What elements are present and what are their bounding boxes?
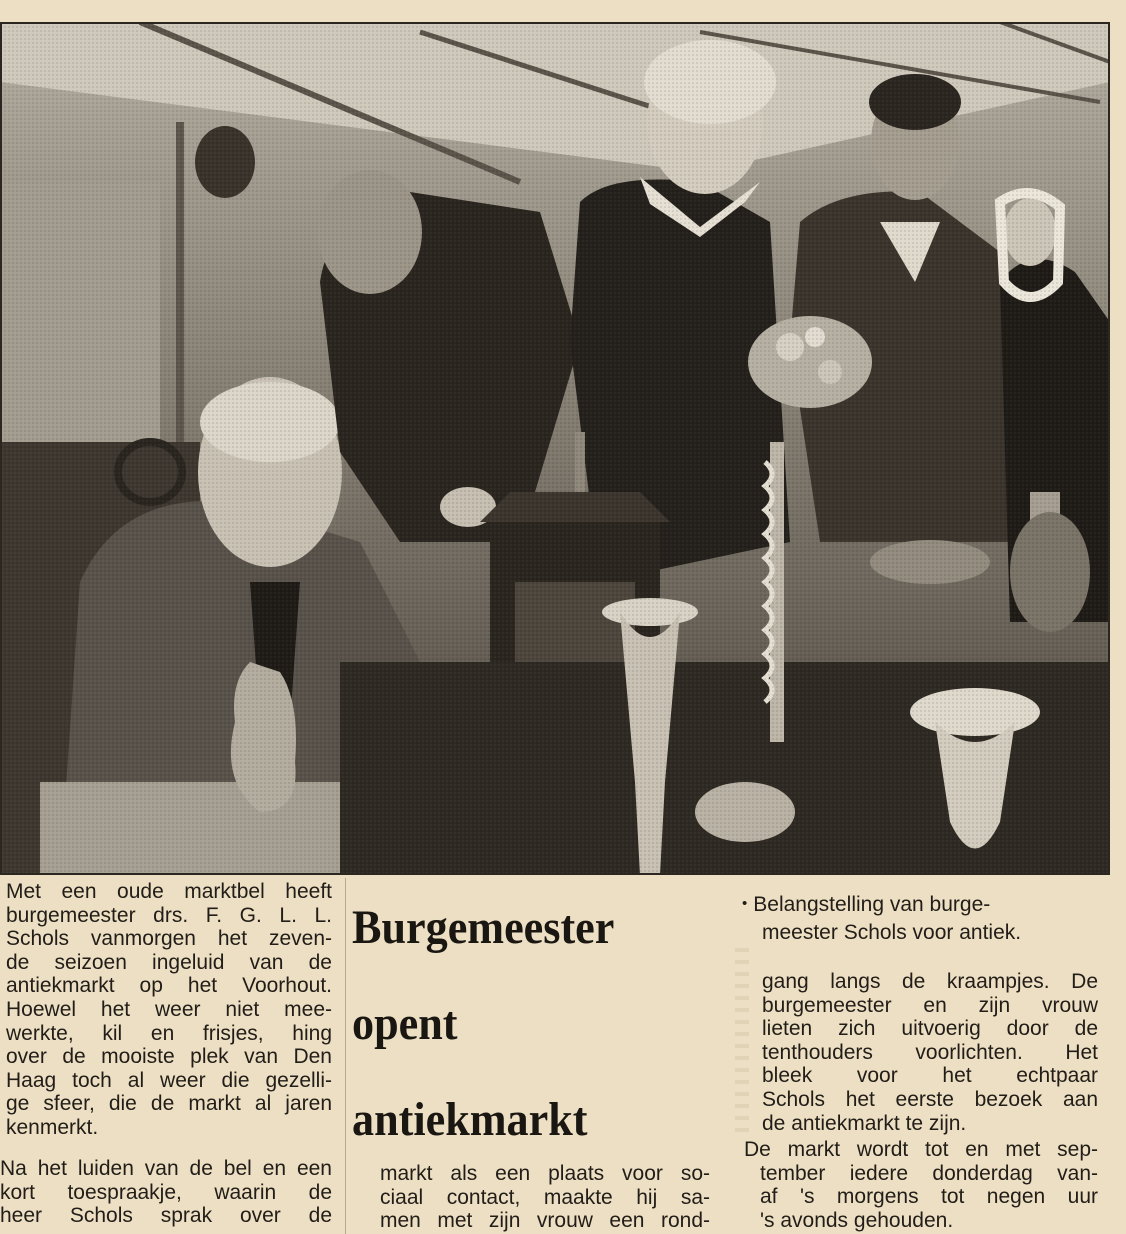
article-line: ciaal contact, maakte hij sa- — [380, 1185, 710, 1209]
article-middle-column — [380, 1162, 710, 1233]
article-line: De markt wordt tot en met sep- — [744, 1138, 1098, 1161]
headline-line: Burgemeester — [352, 901, 615, 954]
article-line: 's avonds gehouden. — [760, 1208, 954, 1232]
article-line: werkte, kil en frisjes, hing — [6, 1021, 332, 1045]
article-line: burgemeester en zijn vrouw — [762, 993, 1098, 1017]
article-line: antiekmarkt op het Voorhout. — [6, 974, 332, 998]
article-line: markt als een plaats voor so- — [380, 1162, 710, 1185]
article-line: de antiekmarkt te zijn. — [762, 1111, 967, 1135]
article-line: Schols vanmorgen het zeven- — [6, 927, 332, 951]
article-line: tember iedere donderdag van- — [760, 1161, 1098, 1185]
caption-line: meester Schols voor antiek. — [762, 921, 1022, 944]
headline-line: antiekmarkt — [352, 1093, 588, 1146]
article-line: heer Schols sprak over de — [0, 1204, 332, 1228]
bullet-icon: • — [742, 895, 748, 912]
article-line: ge sfeer, die de markt al jaren — [6, 1092, 332, 1116]
article-line: burgemeester drs. F. G. L. L. — [6, 903, 332, 927]
article-line: Na het luiden van de bel en een — [0, 1157, 332, 1180]
caption-line — [742, 890, 1098, 919]
photo-caption — [742, 890, 1098, 947]
caption-text: Belangstelling van burge- — [753, 893, 991, 916]
article-line: men met zijn vrouw een rond- — [380, 1209, 710, 1233]
article-left-column-continued — [0, 1157, 332, 1228]
article-line: Haag toch al weer die gezelli- — [6, 1068, 332, 1092]
article-line: gang langs de kraampjes. De — [762, 970, 1098, 993]
article-left-column — [6, 880, 332, 1140]
headline — [352, 880, 724, 1168]
article-line: de seizoen ingeluid van de — [6, 950, 332, 974]
article-line: over de mooiste plek van Den — [6, 1045, 332, 1069]
article-right-column-continued — [744, 1138, 1098, 1232]
news-photo — [0, 22, 1110, 875]
article-line: af 's morgens tot negen uur — [760, 1185, 1098, 1209]
photo-illustration — [0, 22, 1110, 875]
article-right-column — [762, 970, 1098, 1135]
article-line: kort toespraakje, waarin de — [0, 1180, 332, 1204]
column-rule — [345, 878, 346, 1234]
article-line: lieten zich uitvoerig door de — [762, 1017, 1098, 1041]
article-line: Met een oude marktbel heeft — [6, 880, 332, 903]
headline-line: opent — [352, 997, 458, 1050]
article-line: Hoewel het weer niet mee- — [6, 997, 332, 1021]
article-line: Schols het eerste bezoek aan — [762, 1087, 1098, 1111]
article-line: tenthouders voorlichten. Het — [762, 1040, 1098, 1064]
article-line: kenmerkt. — [6, 1115, 99, 1139]
article-line: bleek voor het echtpaar — [762, 1064, 1098, 1088]
print-show-through — [735, 940, 749, 1140]
